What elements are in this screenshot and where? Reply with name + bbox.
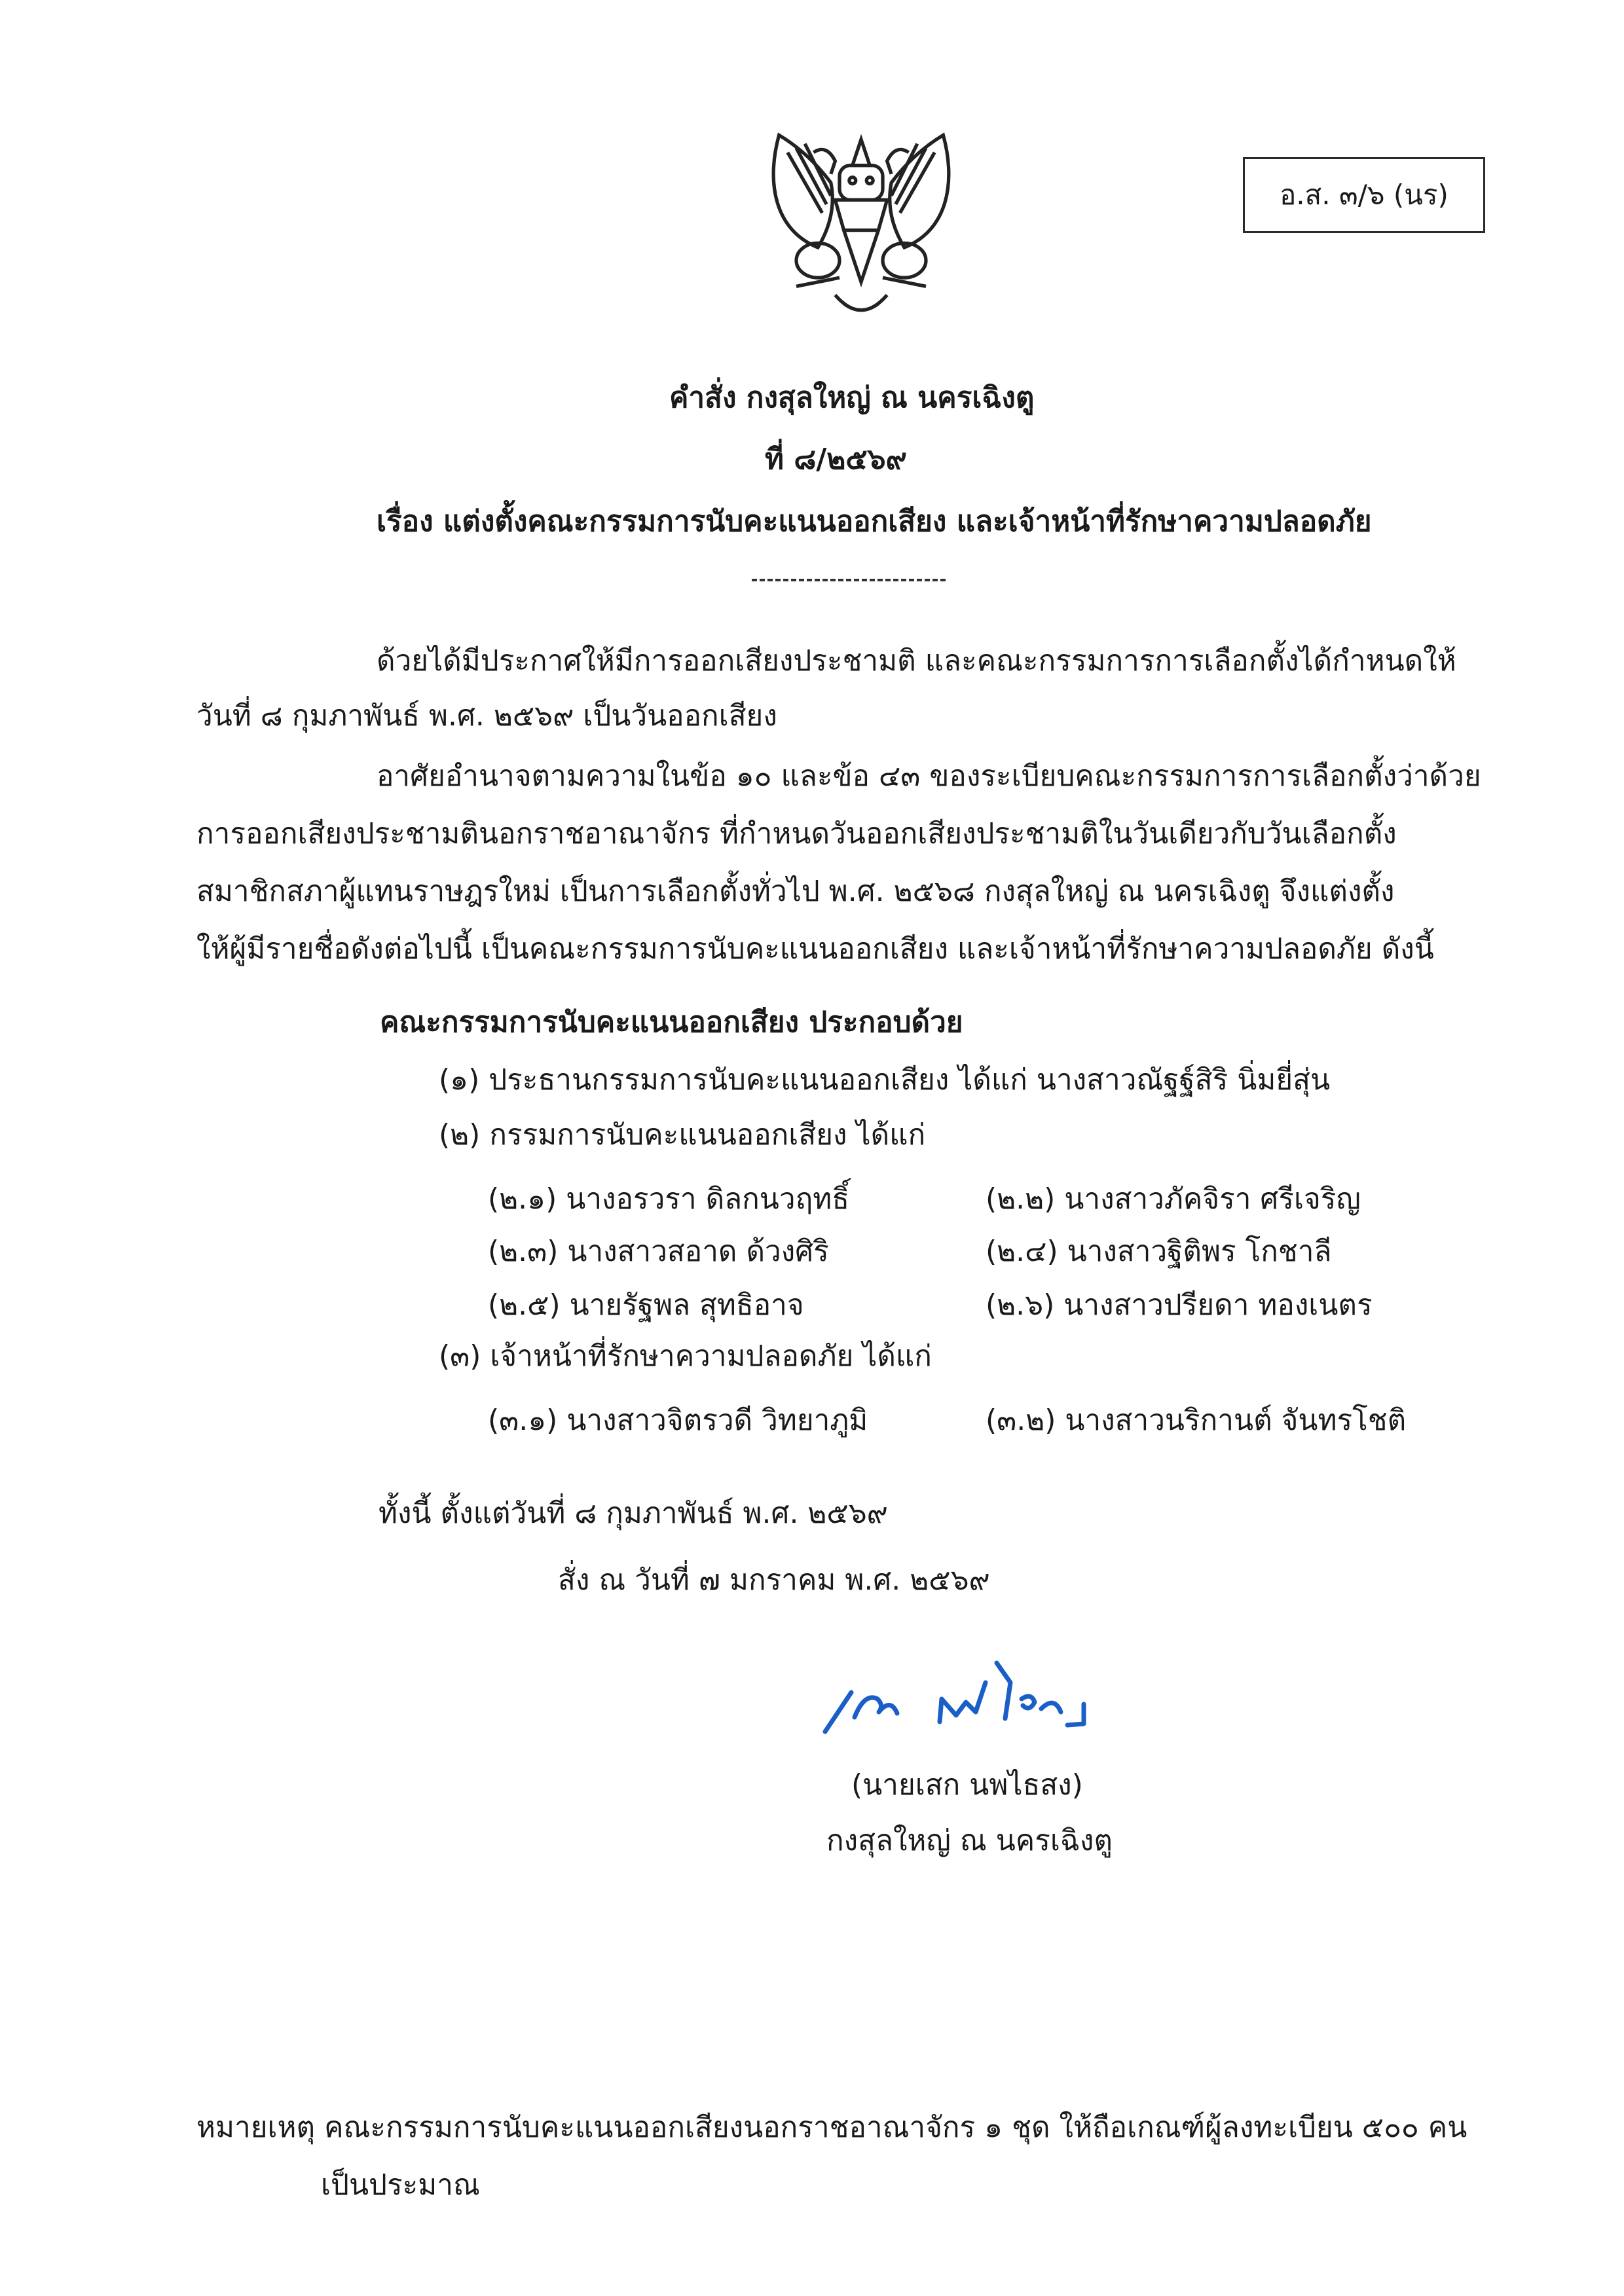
order-date: สั่ง ณ วันที่ ๗ มกราคม พ.ศ. ๒๕๖๙ <box>558 1563 990 1597</box>
signer-name: (นายเสก นพไธสง) <box>851 1768 1083 1802</box>
note-line1: หมายเหตุ คณะกรรมการนับคะแนนออกเสียงนอกราชอาณาจักร ๑ ชุด ให้ถือเกณฑ์ผู้ลงทะเบียน ๕๐๐ คน <box>196 2111 1467 2144</box>
para2-line3: สมาชิกสภาผู้แทนราษฎรใหม่ เป็นการเลือกตั้งทั่วไป พ.ศ. ๒๕๖๘ กงสุลใหญ่ ณ นครเฉิงตู จึงแต่งตั้ง <box>196 875 1395 908</box>
security-3-2: (๓.๒) นางสาวนริกานต์ จันทรโชติ <box>986 1404 1407 1437</box>
form-code: อ.ส. ๓/๖ (นร) <box>1280 179 1449 211</box>
title-divider <box>752 579 946 581</box>
signature-icon <box>792 1647 1159 1745</box>
member-2-1: (๒.๑) นางอรวรา ดิลกนวฤทธิ์ <box>488 1182 850 1216</box>
member-2-5: (๒.๕) นายรัฐพล สุทธิอาจ <box>488 1288 804 1322</box>
order-number: ที่ ๘/๒๕๖๙ <box>765 443 907 476</box>
para2-line1: อาศัยอำนาจตามความในข้อ ๑๐ และข้อ ๔๓ ของระเบียบคณะกรรมการการเลือกตั้งว่าด้วย <box>377 759 1481 793</box>
garuda-emblem-icon <box>753 118 969 334</box>
security-3-1: (๓.๑) นางสาวจิตรวดี วิทยาภูมิ <box>488 1404 868 1437</box>
member-2-6: (๒.๖) นางสาวปรียดา ทองเนตร <box>986 1288 1373 1322</box>
para1-line1: ด้วยได้มีประกาศให้มีการออกเสียงประชามติ และคณะกรรมการการเลือกตั้งได้กำหนดให้ <box>377 644 1456 678</box>
order-subject: เรื่อง แต่งตั้งคณะกรรมการนับคะแนนออกเสียง และเจ้าหน้าที่รักษาความปลอดภัย <box>377 505 1372 538</box>
order-title: คำสั่ง กงสุลใหญ่ ณ นครเฉิงตู <box>669 381 1035 414</box>
member-2-3: (๒.๓) นางสาวสอาด ด้วงศิริ <box>488 1235 829 1268</box>
committee-chair: (๑) ประธานกรรมการนับคะแนนออกเสียง ได้แก่ นางสาวณัฐฐ์สิริ นิ่มยี่สุ่น <box>439 1063 1331 1097</box>
security-label: (๓) เจ้าหน้าที่รักษาความปลอดภัย ได้แก่ <box>439 1339 932 1373</box>
form-code-box <box>1243 157 1485 233</box>
member-2-4: (๒.๔) นางสาวฐิติพร โกชาลี <box>986 1235 1332 1268</box>
effective-date: ทั้งนี้ ตั้งแต่วันที่ ๘ กุมภาพันธ์ พ.ศ. ๒๕๖๙ <box>378 1497 888 1530</box>
note-line2: เป็นประมาณ <box>321 2168 480 2202</box>
para1-line2: วันที่ ๘ กุมภาพันธ์ พ.ศ. ๒๕๖๙ เป็นวันออกเสียง <box>196 699 777 733</box>
member-2-2: (๒.๒) นางสาวภัคจิรา ศรีเจริญ <box>986 1182 1361 1216</box>
para2-line2: การออกเสียงประชามตินอกราชอาณาจักร ที่กำหนดวันออกเสียงประชามติในวันเดียวกับวันเลือกตั้ง <box>196 817 1397 850</box>
committee-members-label: (๒) กรรมการนับคะแนนออกเสียง ได้แก่ <box>439 1118 926 1152</box>
committee-heading: คณะกรรมการนับคะแนนออกเสียง ประกอบด้วย <box>380 1006 963 1039</box>
signer-title: กงสุลใหญ่ ณ นครเฉิงตู <box>826 1824 1113 1857</box>
para2-line4: ให้ผู้มีรายชื่อดังต่อไปนี้ เป็นคณะกรรมการนับคะแนนออกเสียง และเจ้าหน้าที่รักษาความปลอดภัย ดังนี้ <box>196 932 1434 966</box>
